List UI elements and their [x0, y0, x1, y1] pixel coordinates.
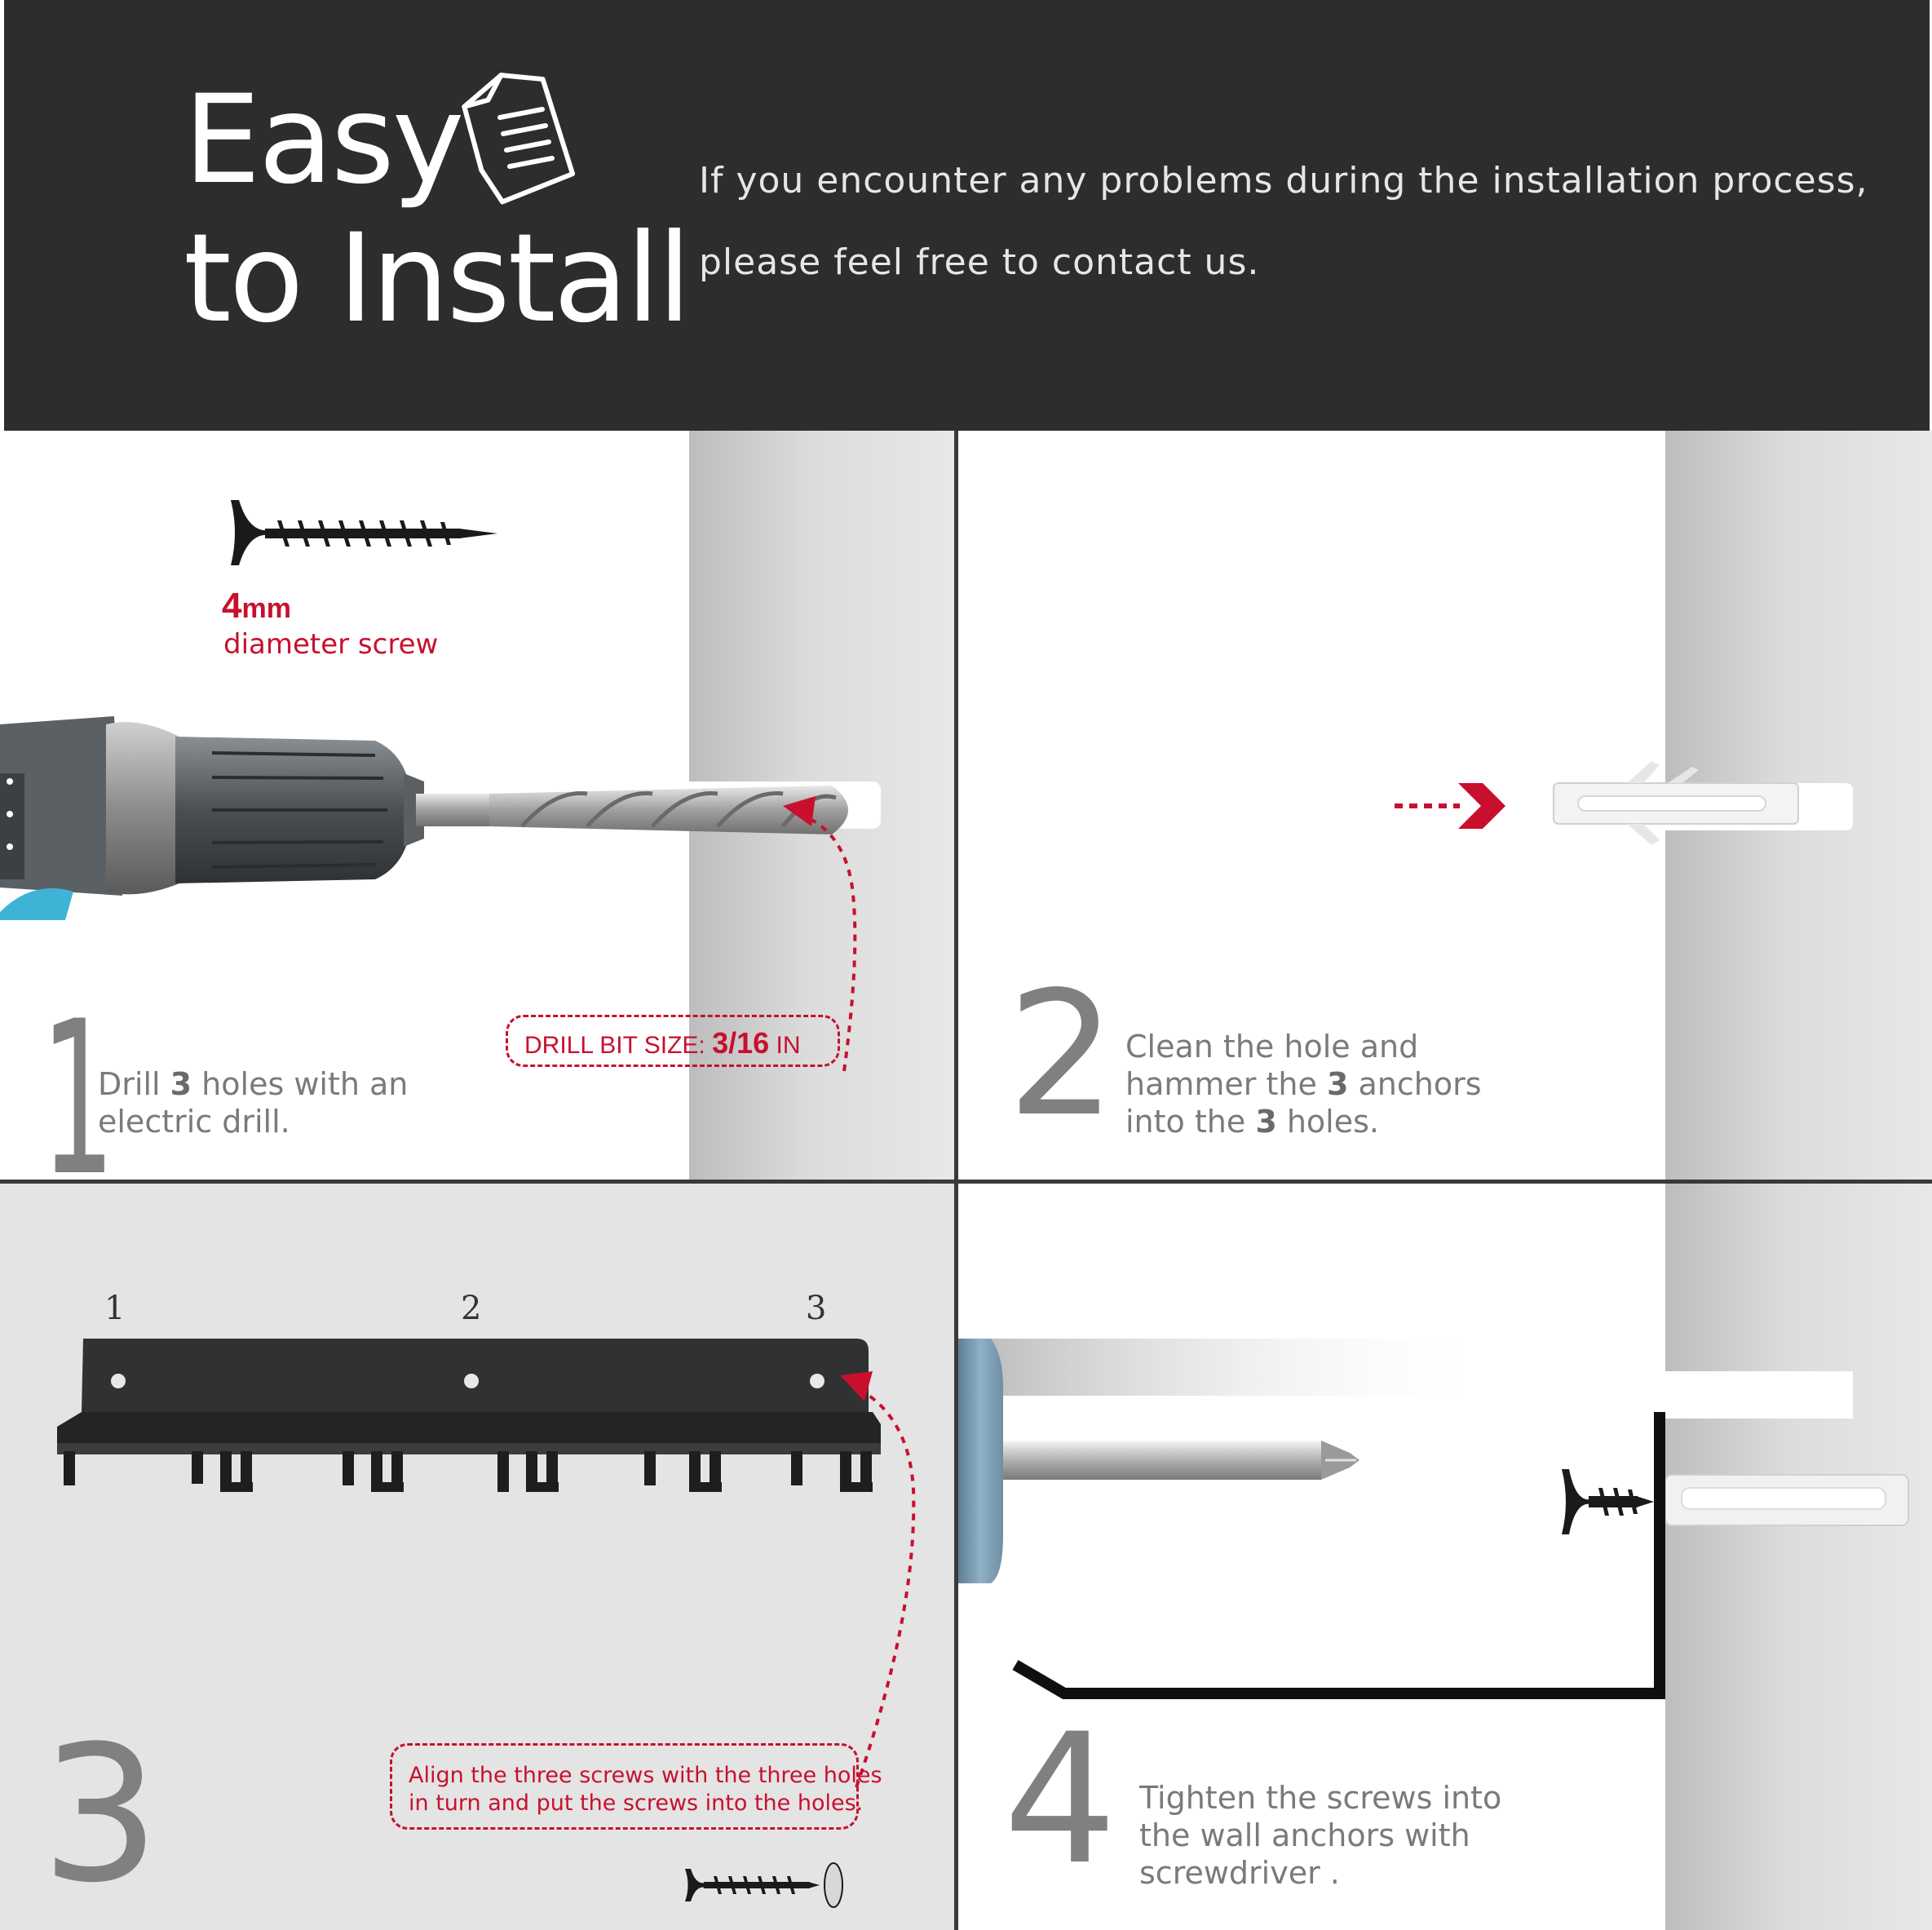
step-1-instructions: [98, 1065, 408, 1140]
step-number: 1: [41, 976, 115, 1180]
header-banner: [4, 0, 1930, 431]
step-3-panel: [0, 1184, 954, 1930]
wall-anchor-icon: [1665, 1465, 1926, 1538]
screw-icon: [224, 496, 502, 569]
step-4-line-3: screwdriver .: [1139, 1855, 1340, 1891]
step-4-instructions: [1139, 1779, 1501, 1892]
document-icon: [461, 67, 575, 206]
callout-line-2: in turn and put the screws into the holes.: [409, 1791, 864, 1816]
drill-bit-size-callout: [506, 1015, 840, 1067]
subtitle-line-1: If you encounter any problems during the installation process,: [699, 160, 1868, 201]
screw-size: [222, 586, 291, 626]
hole-label-3: 3: [806, 1290, 827, 1327]
screw-icon: [681, 1857, 844, 1914]
horizontal-divider: [0, 1180, 1932, 1184]
step-2-panel: [958, 431, 1932, 1180]
callout-line-1: Align the three screws with the three holes: [409, 1763, 882, 1788]
screw-size-value: 4: [222, 586, 242, 626]
title-line-1: Easy: [183, 69, 462, 211]
step-1-line-2: electric drill.: [98, 1104, 290, 1140]
drill-bit-label: DRILL BIT SIZE:: [524, 1032, 713, 1059]
subtitle-line-2: please feel free to contact us.: [699, 241, 1260, 283]
step-2-line-1: Clean the hole and: [1125, 1029, 1419, 1065]
align-screws-callout: [390, 1743, 882, 1830]
step-2-line-3: into the 3 holes.: [1125, 1104, 1379, 1140]
step-number: 2: [1007, 954, 1116, 1154]
hole-label-2: 2: [461, 1290, 482, 1327]
drill-bit-value: 3/16: [712, 1026, 770, 1060]
step-number: 4: [1003, 1695, 1117, 1904]
wall-anchor-icon: [1554, 757, 1823, 847]
screw-size-label: diameter screw: [223, 628, 439, 661]
electric-drill-icon: [0, 675, 856, 945]
step-4-panel: [958, 1184, 1932, 1930]
step-1-line-1: Drill 3 holes with an: [98, 1066, 409, 1102]
rack-bracket-outline: [1007, 1412, 1668, 1738]
step-number: 3: [41, 1706, 161, 1924]
wall-surface: [1665, 1184, 1932, 1930]
screw-size-unit: mm: [241, 593, 291, 624]
step-2-line-2: hammer the 3 anchors: [1125, 1066, 1482, 1102]
push-arrow-icon: [1395, 780, 1509, 832]
drill-bit-unit: IN: [769, 1032, 801, 1059]
wall-rack-icon: [57, 1339, 889, 1502]
step-4-line-1: Tighten the screws into: [1139, 1780, 1502, 1816]
hole-label-1: 1: [104, 1290, 126, 1327]
step-2-instructions: [1125, 1028, 1482, 1140]
title-line-2: to Install: [183, 208, 689, 350]
step-4-line-2: the wall anchors with: [1139, 1817, 1470, 1853]
arrow-icon: [840, 1367, 930, 1791]
drill-hole: [1665, 1371, 1853, 1419]
step-1-panel: [0, 431, 954, 1180]
